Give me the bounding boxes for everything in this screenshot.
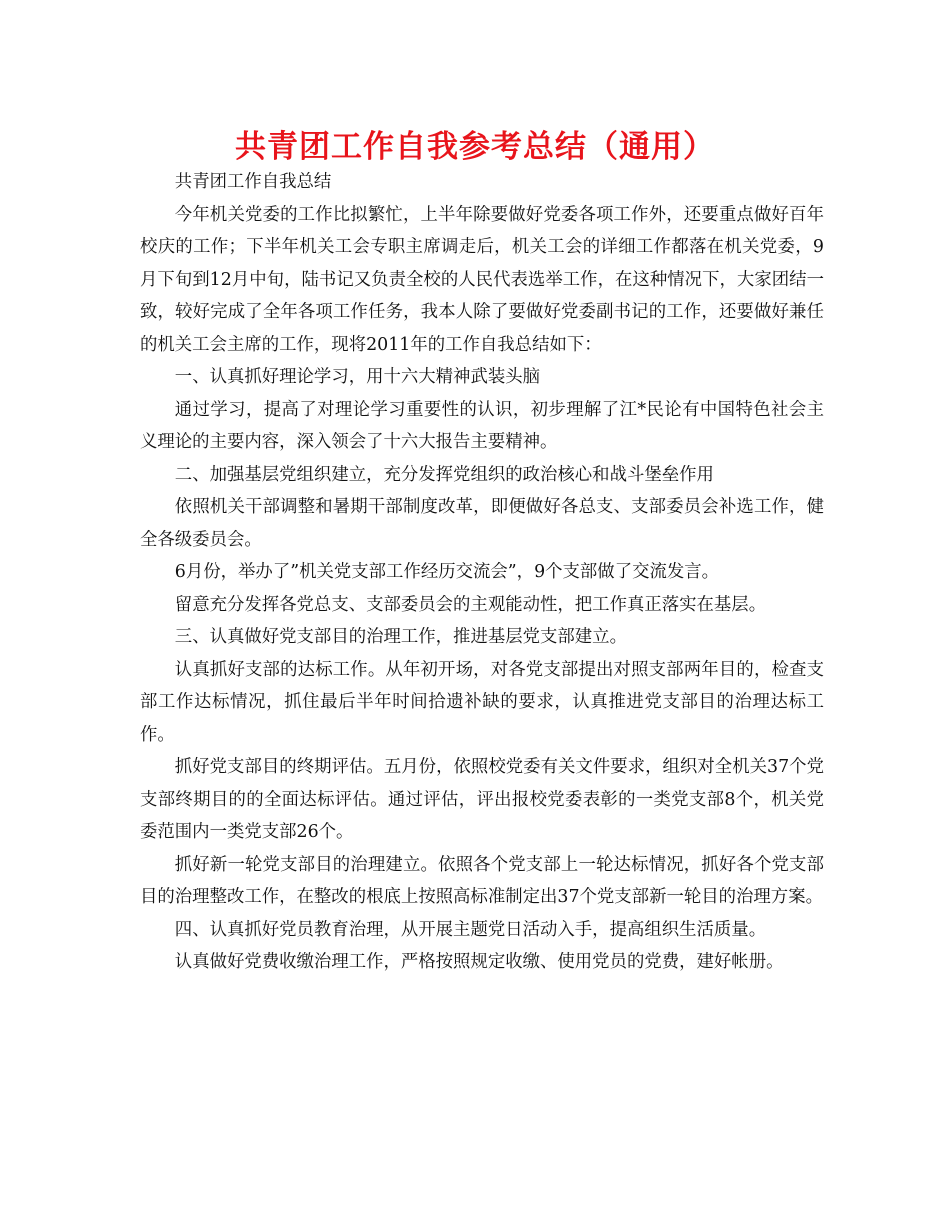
paragraph: 认真抓好支部的达标工作。从年初开场，对各党支部提出对照支部两年目的，检查支部工作达标情况，抓住最后半年时间拾遗补缺的要求，认真推进党支部目的治理达标工作。 [140, 659, 824, 745]
paragraph: 抓好新一轮党支部目的治理建立。依照各个党支部上一轮达标情况，抓好各个党支部目的治理整改工作，在整改的根底上按照高标准制定出37个党支部新一轮目的治理方案。 [140, 854, 824, 907]
paragraph: 留意充分发挥各党总支、支部委员会的主观能动性，把工作真正落实在基层。 [174, 594, 767, 615]
section-heading-4: 四、认真抓好党员教育治理，从开展主题党日活动入手，提高组织生活质量。 [174, 919, 767, 940]
paragraph: 认真做好党费收缴治理工作，严格按照规定收缴、使用党员的党费，建好帐册。 [174, 952, 784, 972]
paragraph: 6月份，举办了”机关党支部工作经历交流会”，9个支部做了交流发言。 [174, 562, 720, 582]
document-body [140, 166, 824, 979]
document-subtitle: 共青团工作自我总结 [174, 172, 332, 192]
document-title: 共青团工作自我参考总结（通用） [235, 129, 715, 165]
section-heading-1: 一、认真抓好理论学习，用十六大精神武装头脑 [174, 367, 541, 387]
paragraph: 抓好党支部目的终期评估。五月份，依照校党委有关文件要求，组织对全机关37个党支部终期目的的全面达标评估。通过评估，评出报校党委表彰的一类党支部8个，机关党委范围内一类党支部26个。 [140, 757, 824, 842]
paragraph: 依照机关干部调整和暑期干部制度改革，即便做好各总支、支部委员会补选工作，健全各级委员会。 [140, 497, 824, 550]
section-heading-3: 三、认真做好党支部目的治理工作，推进基层党支部建立。 [174, 627, 627, 647]
paragraph: 通过学习，提高了对理论学习重要性的认识，初步理解了江*民论有中国特色社会主义理论的主要内容，深入领会了十六大报告主要精神。 [140, 399, 824, 452]
paragraph-intro: 今年机关党委的工作比拟繁忙，上半年除要做好党委各项工作外，还要重点做好百年校庆的工作；下半年机关工会专职主席调走后，机关工会的详细工作都落在机关党委，9月下旬到12月中旬，陆书记又负责全校的人民代表选举工作，在这种情况下，大家团结一致，较好完成了全年各项工作任务，我本人除了要做好党委副书记的工作，还要做好兼任的机关工会主席的工作，现将2011年的工作自我总结如下： [140, 204, 824, 355]
section-heading-2: 二、加强基层党组织建立，充分发挥党组织的政治核心和战斗堡垒作用 [174, 464, 714, 485]
